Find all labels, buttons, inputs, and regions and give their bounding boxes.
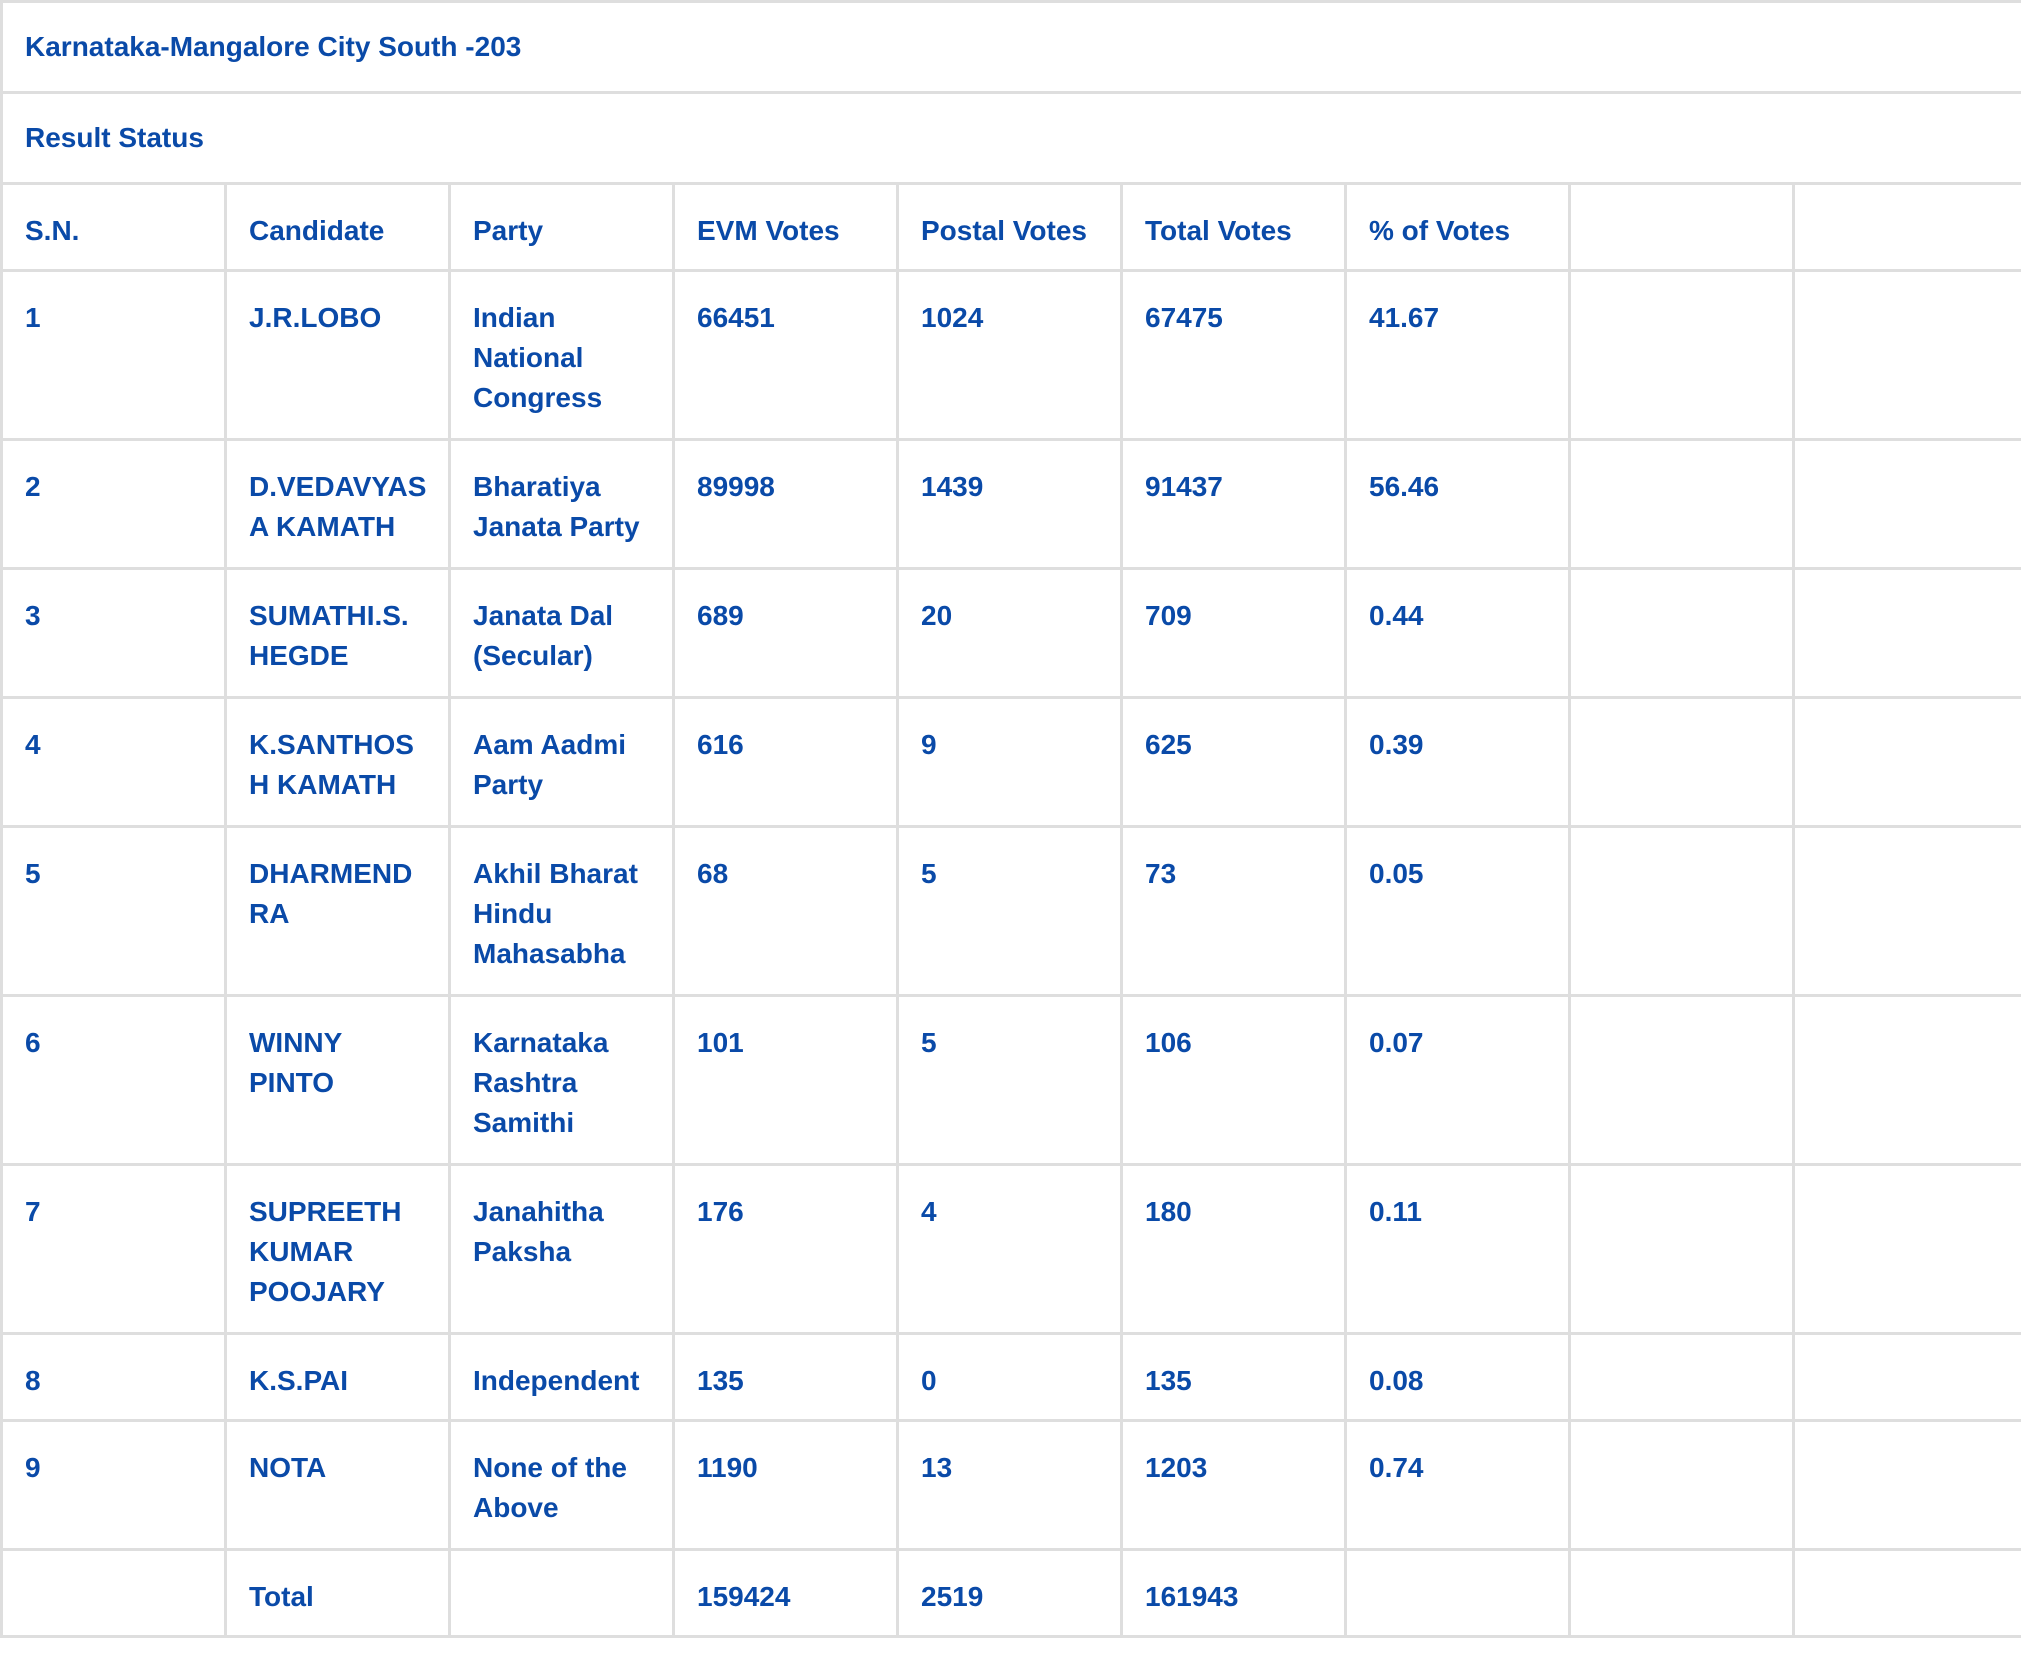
column-header-percent-votes: % of Votes xyxy=(1346,184,1570,271)
cell-total-votes: 625 xyxy=(1122,698,1346,827)
cell-candidate: SUMATHI.S.HEGDE xyxy=(226,569,450,698)
cell-party: Akhil Bharat Hindu Mahasabha xyxy=(450,827,674,996)
cell-evm-votes: 68 xyxy=(674,827,898,996)
cell-sn: 2 xyxy=(2,440,226,569)
cell-empty xyxy=(1570,1334,1794,1421)
cell-party: Independent xyxy=(450,1334,674,1421)
result-status-label: Result Status xyxy=(2,93,2021,184)
cell-empty xyxy=(1570,1165,1794,1334)
cell-empty xyxy=(1794,827,2021,996)
cell-evm-votes: 66451 xyxy=(674,271,898,440)
cell-empty xyxy=(1570,1550,1794,1637)
cell-candidate: J.R.LOBO xyxy=(226,271,450,440)
cell-postal-votes: 5 xyxy=(898,996,1122,1165)
cell-evm-votes: 89998 xyxy=(674,440,898,569)
table-row xyxy=(2,569,2021,698)
cell-empty xyxy=(1570,271,1794,440)
cell-evm-votes: 689 xyxy=(674,569,898,698)
cell-sn: 9 xyxy=(2,1421,226,1550)
cell-empty xyxy=(1570,1421,1794,1550)
cell-empty xyxy=(1570,827,1794,996)
column-header-empty xyxy=(1570,184,1794,271)
cell-sn: 6 xyxy=(2,996,226,1165)
cell-sn: 7 xyxy=(2,1165,226,1334)
table-row xyxy=(2,1421,2021,1550)
cell-percent-votes: 0.44 xyxy=(1346,569,1570,698)
cell-evm-votes: 176 xyxy=(674,1165,898,1334)
cell-empty xyxy=(1794,698,2021,827)
cell-empty xyxy=(1570,569,1794,698)
total-postal-votes: 2519 xyxy=(898,1550,1122,1637)
total-label: Total xyxy=(226,1550,450,1637)
cell-empty xyxy=(1794,271,2021,440)
cell-postal-votes: 5 xyxy=(898,827,1122,996)
subtitle-row xyxy=(2,93,2021,184)
column-header-evm-votes: EVM Votes xyxy=(674,184,898,271)
cell-postal-votes: 1024 xyxy=(898,271,1122,440)
cell-total-votes: 709 xyxy=(1122,569,1346,698)
cell-evm-votes: 135 xyxy=(674,1334,898,1421)
cell-percent-votes: 0.05 xyxy=(1346,827,1570,996)
column-header-sn: S.N. xyxy=(2,184,226,271)
cell-evm-votes: 616 xyxy=(674,698,898,827)
column-header-postal-votes: Postal Votes xyxy=(898,184,1122,271)
cell-percent-votes: 0.11 xyxy=(1346,1165,1570,1334)
column-header-total-votes: Total Votes xyxy=(1122,184,1346,271)
cell-candidate: SUPREETH KUMAR POOJARY xyxy=(226,1165,450,1334)
total-evm-votes: 159424 xyxy=(674,1550,898,1637)
cell-total-votes: 135 xyxy=(1122,1334,1346,1421)
cell-empty xyxy=(2,1550,226,1637)
cell-total-votes: 106 xyxy=(1122,996,1346,1165)
table-row xyxy=(2,827,2021,996)
table-row xyxy=(2,1165,2021,1334)
cell-percent-votes: 56.46 xyxy=(1346,440,1570,569)
cell-total-votes: 1203 xyxy=(1122,1421,1346,1550)
cell-sn: 1 xyxy=(2,271,226,440)
cell-postal-votes: 20 xyxy=(898,569,1122,698)
cell-empty xyxy=(450,1550,674,1637)
cell-party: Indian National Congress xyxy=(450,271,674,440)
cell-party: Karnataka Rashtra Samithi xyxy=(450,996,674,1165)
cell-empty xyxy=(1346,1550,1570,1637)
cell-sn: 4 xyxy=(2,698,226,827)
total-row xyxy=(2,1550,2021,1637)
cell-party: None of the Above xyxy=(450,1421,674,1550)
cell-party: Bharatiya Janata Party xyxy=(450,440,674,569)
title-row xyxy=(2,2,2021,93)
cell-total-votes: 91437 xyxy=(1122,440,1346,569)
table-row xyxy=(2,698,2021,827)
cell-empty xyxy=(1570,440,1794,569)
cell-party: Aam Aadmi Party xyxy=(450,698,674,827)
cell-candidate: NOTA xyxy=(226,1421,450,1550)
cell-percent-votes: 0.74 xyxy=(1346,1421,1570,1550)
cell-empty xyxy=(1794,996,2021,1165)
column-header-empty xyxy=(1794,184,2021,271)
cell-empty xyxy=(1794,1334,2021,1421)
cell-postal-votes: 4 xyxy=(898,1165,1122,1334)
cell-candidate: D.VEDAVYASA KAMATH xyxy=(226,440,450,569)
cell-candidate: K.S.PAI xyxy=(226,1334,450,1421)
cell-candidate: DHARMENDRA xyxy=(226,827,450,996)
cell-percent-votes: 0.07 xyxy=(1346,996,1570,1165)
cell-party: Janata Dal (Secular) xyxy=(450,569,674,698)
cell-empty xyxy=(1570,698,1794,827)
cell-empty xyxy=(1794,1165,2021,1334)
total-total-votes: 161943 xyxy=(1122,1550,1346,1637)
cell-sn: 3 xyxy=(2,569,226,698)
cell-total-votes: 180 xyxy=(1122,1165,1346,1334)
cell-postal-votes: 0 xyxy=(898,1334,1122,1421)
table-row xyxy=(2,996,2021,1165)
cell-total-votes: 67475 xyxy=(1122,271,1346,440)
header-row xyxy=(2,184,2021,271)
cell-percent-votes: 0.08 xyxy=(1346,1334,1570,1421)
cell-empty xyxy=(1794,569,2021,698)
cell-percent-votes: 41.67 xyxy=(1346,271,1570,440)
cell-postal-votes: 13 xyxy=(898,1421,1122,1550)
cell-candidate: K.SANTHOSH KAMATH xyxy=(226,698,450,827)
cell-postal-votes: 1439 xyxy=(898,440,1122,569)
cell-party: Janahitha Paksha xyxy=(450,1165,674,1334)
cell-evm-votes: 1190 xyxy=(674,1421,898,1550)
cell-sn: 8 xyxy=(2,1334,226,1421)
cell-evm-votes: 101 xyxy=(674,996,898,1165)
table-title: Karnataka-Mangalore City South -203 xyxy=(2,2,2021,93)
cell-percent-votes: 0.39 xyxy=(1346,698,1570,827)
table-row xyxy=(2,1334,2021,1421)
cell-postal-votes: 9 xyxy=(898,698,1122,827)
column-header-party: Party xyxy=(450,184,674,271)
cell-empty xyxy=(1570,996,1794,1165)
cell-sn: 5 xyxy=(2,827,226,996)
cell-empty xyxy=(1794,1550,2021,1637)
cell-total-votes: 73 xyxy=(1122,827,1346,996)
cell-empty xyxy=(1794,440,2021,569)
cell-candidate: WINNY PINTO xyxy=(226,996,450,1165)
cell-empty xyxy=(1794,1421,2021,1550)
table-row xyxy=(2,271,2021,440)
table-row xyxy=(2,440,2021,569)
column-header-candidate: Candidate xyxy=(226,184,450,271)
